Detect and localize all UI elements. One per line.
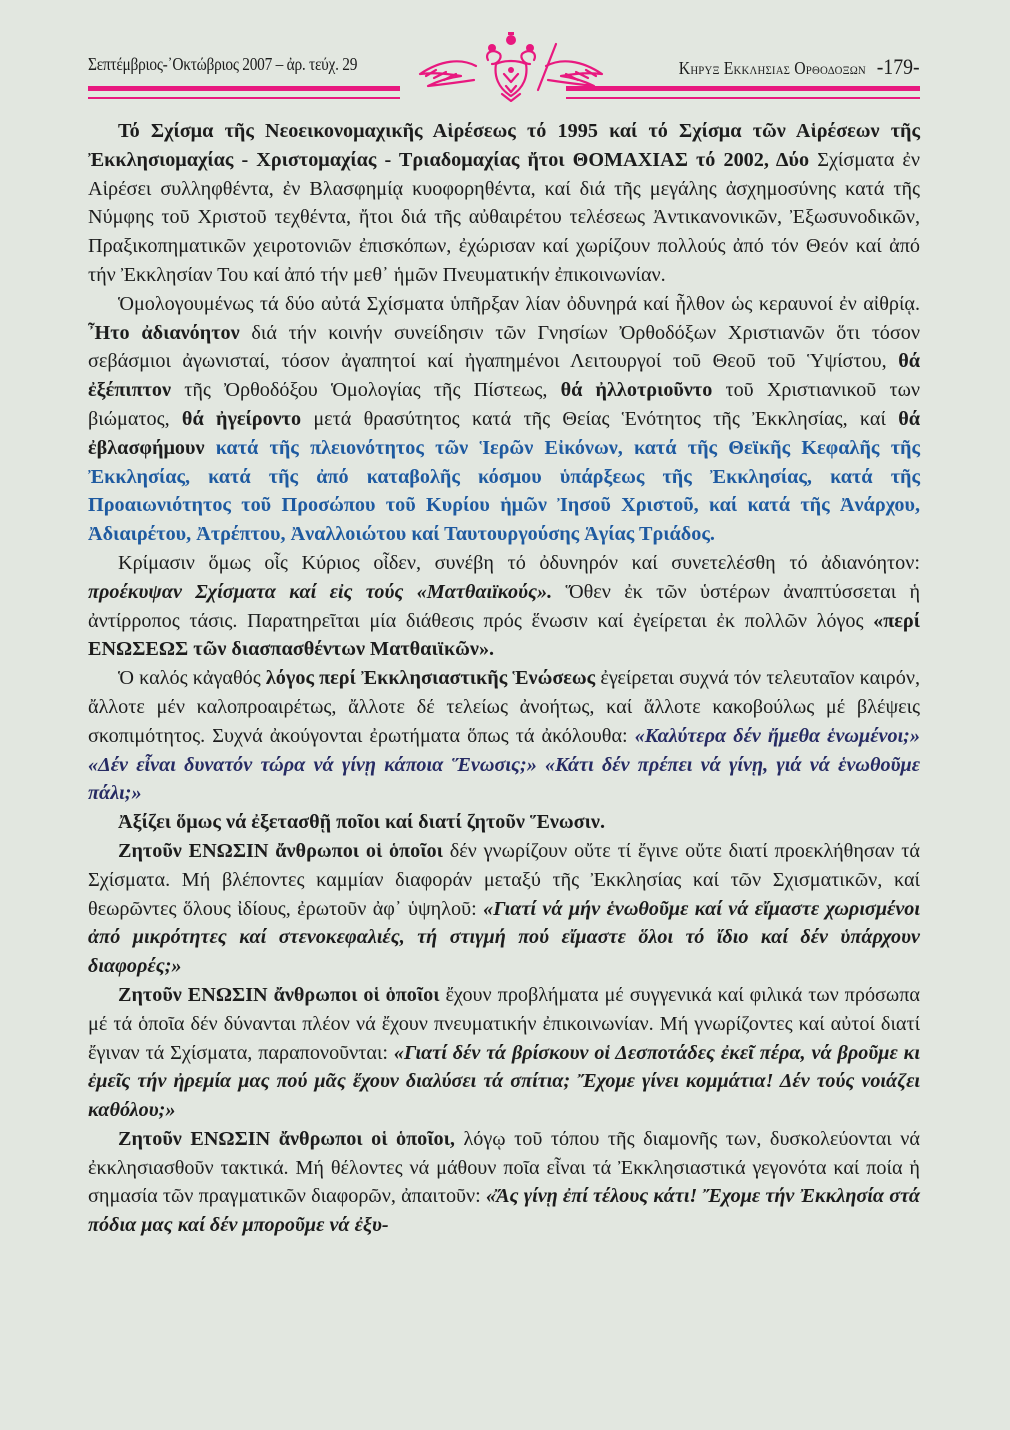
p2-text-5: μετά θρασύτητος κατά τῆς Θείας Ἑνότητος τῆς Ἐκκλησίας, καί (301, 407, 899, 430)
p5-bold: Ἀξίζει ὅμως νά ἐξετασθῇ ποῖοι καί διατί ζητοῦν Ἕνωσιν. (118, 811, 605, 834)
paragraph-2 (88, 290, 920, 549)
p2-text-1: Ὁμολογουμένως τά δύο αὐτά Σχίσματα ὑπῆρξαν λίαν ὀδυνηρά καί ἦλθον ὡς κεραυνοί ἐν αἰθρίᾳ. (118, 292, 920, 315)
p7-text: ἔχουν προβλήματα μέ συγγενικά καί φιλικά των πρόσωπα μέ τά ὁποῖα δέν δύνανται πλέον νά ἔχουν πνευματικήν ἐπικοινωνίαν. Μή γνωρίζοντες καί αὐτοί διατί ἔγιναν τά Σχίσματα, παραπονοῦνται: (88, 983, 920, 1064)
paragraph-7 (88, 981, 920, 1125)
p1-text: Σχίσματα ἐν Αἱρέσει συλληφθέντα, ἐν Βλασφημίᾳ κυοφορηθέντα, καί διά τῆς μεγάλης ἀσχημοσύνης κατά τῆς Νύμφης τοῦ Χριστοῦ τεχθέντα, ἤτοι διά τῆς αὐθαιρέτου τελέσεως Ἀντικανονικῶν, Ἐξωσυνοδικῶν, Πραξικοπηματικῶν χειροτονιῶν ἐπισκόπων, ἐχώρισαν καί χωρίζουν πολλούς ἀπό τόν Θεόν καί ἀπό τήν Ἐκκλησίαν Του καί ἀπό τήν μεθ᾿ ἡμῶν Πνευματικήν ἐπικοινωνίαν. (88, 148, 921, 286)
article-body (88, 117, 920, 1240)
p2-blue-emphasis: κατά τῆς πλειονότητος τῶν Ἱερῶν Εἰκόνων, κατά τῆς Θεϊκῆς Κεφαλῆς τῆς Ἐκκλησίας, κατά τῆς ἀπό καταβολῆς κόσμου ὑπάρξεως τῆς Ἐκκλησίας, κατά τῆς Προαιωνιότητος τοῦ Προσώπου τοῦ Κυρίου ἡμῶν Ἰησοῦ Χριστοῦ, καί κατά τῆς Ἀνάρχου, Ἀδιαιρέτου, Ἀτρέπτου, Ἀναλλοιώτου καί Ταυτουργούσης Ἁγίας Τριάδος. (88, 436, 920, 546)
header-rule-right-thick (566, 86, 920, 91)
p4-quote: «Καλύτερα δέν ἤμεθα ἑνωμένοι;» «Δέν εἶναι δυνατόν τώρα νά γίνῃ κάποια Ἕνωσις;» «Κάτι δέν πρέπει νά γίνῃ, γιά νά ἑνωθοῦμε πάλι;» (88, 724, 921, 805)
journal-title: Κηρυξ Εκκλησιας Ορθοδοξων (679, 58, 867, 78)
p2-bold-2: θά ἐξέπιπτον (88, 350, 920, 402)
journal-title-and-page (679, 54, 920, 80)
page-header (88, 24, 920, 104)
p2-text-2: διά τήν κοινήν συνείδησιν τῶν Γνησίων Ὀρθοδόξων Χριστιανῶν ὅτι τόσον σεβάσμιοι ἀγωνισταί, τόσον ἀγαπητοί καί ἠγαπημένοι Λειτουργοί τοῦ Θεοῦ τοῦ Ὑψίστου, (88, 321, 921, 373)
p7-quote: «Γιατί δέν τά βρίσκουν οἱ Δεσποτάδες ἐκεῖ πέρα, νά βροῦμε κι ἐμεῖς τήν ἠρεμία μας πού μᾶς ἔχουν διαλύσει τά σπίτια; Ἔχομε γίνει κομμάτια! Δέν τούς νοιάζει καθόλου;» (88, 1041, 920, 1122)
paragraph-8 (88, 1125, 920, 1240)
p4-bold: λόγος περί Ἐκκλησιαστικῆς Ἑνώσεως (265, 667, 596, 690)
p8-text: λόγῳ τοῦ τόπου τῆς διαμονῆς των, δυσκολεύονται νά ἐκκλησιασθοῦν τακτικά. Μή θέλοντες νά μάθουν ποῖα εἶναι τά Ἐκκλησιαστικά γεγονότα καί ποία ἡ σημασία τῶν πραγματικῶν διαφορῶν, ἀπαιτοῦν: (88, 1127, 920, 1208)
p6-text: δέν γνωρίζουν οὔτε τί ἔγινε οὔτε διατί προεκλήθησαν τά Σχίσματα. Μή βλέποντες καμμίαν διαφοράν μεταξύ τῆς Ἐκκλησίας καί τῶν Σχισματικῶν, καί θεωρῶντες ὅλους ἰδίους, ἐρωτοῦν ἀφ᾿ ὑψηλοῦ: (88, 839, 920, 920)
p3-bold: «περί ΕΝΩΣΕΩΣ τῶν διασπασθέντων Ματθαιϊκῶν». (88, 609, 920, 661)
header-rule-left-thin (88, 97, 400, 99)
page-number: -179- (877, 54, 920, 79)
paragraph-6 (88, 837, 920, 981)
p6-quote: «Γιατί νά μήν ἑνωθοῦμε καί νά εἴμαστε χωρισμένοι ἀπό μικρότητες καί στενοκεφαλιές, τή στιγμή πού εἴμαστε ὅλοι τό ἴδιο καί δέν ὑπάρχουν διαφορές;» (88, 897, 920, 978)
p2-text-4: τοῦ Χριστιανικοῦ των βιώματος, (88, 379, 920, 430)
p1-bold-intro: Τό Σχίσμα τῆς Νεοεικονομαχικῆς Αἱρέσεως τό 1995 καί τό Σχίσμα τῶν Αἱρέσεων τῆς Ἐκκλησιομαχίας - Χριστομαχίας - Τριαδομαχίας ἤτοι ΘΟΜΑΧΙΑΣ τό 2002, Δύο (88, 120, 920, 171)
p2-bold-3: θά ἠλλοτριοῦντο (560, 379, 713, 402)
p2-bold-1: Ἦτο ἀδιανόητον (88, 321, 240, 344)
p8-quote: «Ἄς γίνῃ ἐπί τέλους κάτι! Ἔχομε τήν Ἐκκλησία στά πόδια μας καί δέν μποροῦμε νά ἐξυ- (88, 1185, 920, 1237)
paragraph-3 (88, 549, 920, 664)
header-rule-right-thin (566, 97, 920, 99)
p2-bold-4: θά ἠγείροντο (181, 407, 302, 430)
p4-text-1: Ὁ καλός κἀγαθός (118, 667, 266, 690)
p6-bold: Ζητοῦν ΕΝΩΣΙΝ ἄνθρωποι οἱ ὁποῖοι (118, 839, 443, 862)
p2-text-3: τῆς Ὀρθοδόξου Ὁμολογίας τῆς Πίστεως, (171, 379, 561, 402)
double-headed-eagle-icon (406, 30, 616, 102)
p4-text-2: ἐγείρεται συχνά τόν τελευταῖον καιρόν, ἄλλοτε μέν καλοπροαιρέτως, ἄλλοτε δέ τελείως ἀνοήτως, καί ἄλλοτε κακοβούλως μέ βλέψεις σκοπιμότητος. Συχνά ἀκούγονται ἐρωτήματα ὅπως τά ἀκόλουθα: (88, 667, 921, 747)
p3-bold-italic: προέκυψαν Σχίσματα καί εἰς τούς «Ματθαιϊκούς». (88, 580, 553, 603)
paragraph-4 (88, 664, 920, 808)
p7-bold: Ζητοῦν ΕΝΩΣΙΝ ἄνθρωποι οἱ ὁποῖοι (118, 983, 440, 1006)
p2-bold-5: θά ἐβλασφήμουν (88, 407, 920, 459)
p3-text-2: Ὅθεν ἐκ τῶν ὑστέρων ἀναπτύσσεται ἡ ἀντίρροπος τάσις. Παρατηρεῖται μία διάθεσις πρός ἕνωσιν καί ἐγείρεται ἐκ πολλῶν λόγος (88, 580, 921, 632)
header-rule-left-thick (88, 86, 400, 91)
p3-text-1: Κρίμασιν ὅμως οἷς Κύριος οἶδεν, συνέβη τό ὀδυνηρόν καί συνετελέσθη τό ἀδιανόητον: (118, 551, 920, 574)
issue-info: Σεπτέμβριος-᾿Οκτώβριος 2007 – ἀρ. τεύχ. 29 (88, 54, 358, 74)
paragraph-1 (88, 117, 920, 290)
paragraph-5 (88, 808, 920, 837)
p8-bold: Ζητοῦν ΕΝΩΣΙΝ ἄνθρωποι οἱ ὁποῖοι, (118, 1127, 455, 1150)
